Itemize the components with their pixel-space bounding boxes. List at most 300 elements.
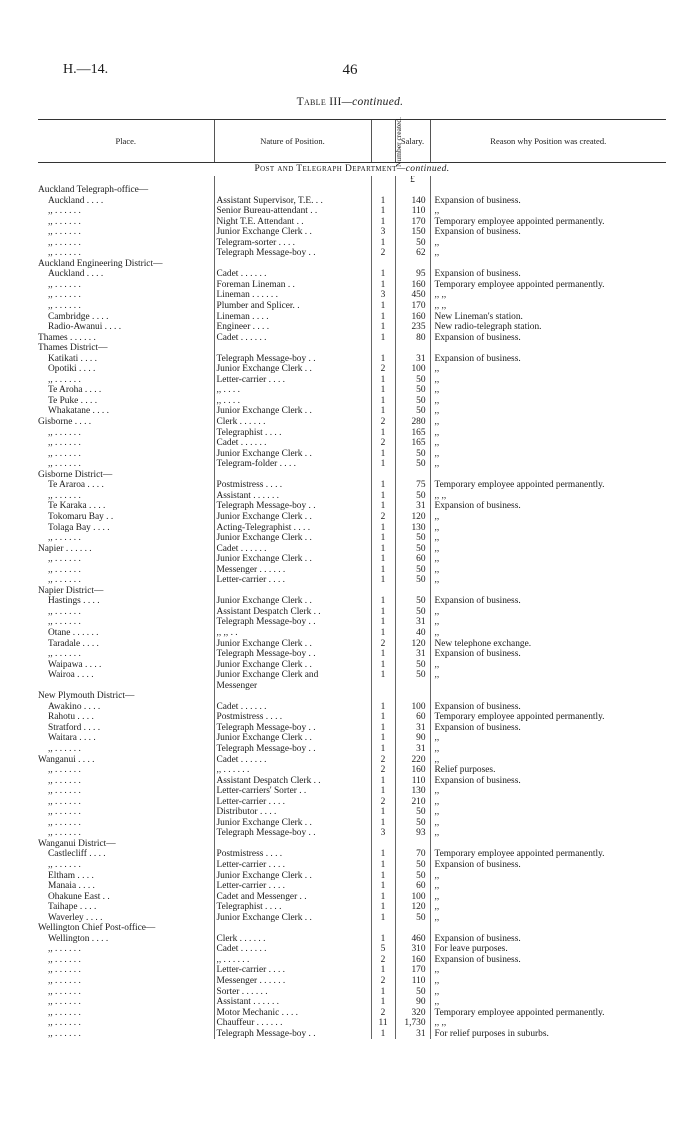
position-cell: Letter-carrier . . . . [214,797,371,808]
salary-cell [395,681,430,692]
table-row [38,818,666,829]
salary-cell [395,586,430,597]
position-cell: Letter-carrier . . . . [214,375,371,386]
place-cell: Gisborne . . . . [38,417,92,428]
position-cell: Junior Exchange Clerk . . [214,554,371,565]
place-cell: ,, . . . . . . [48,279,81,290]
place-cell: ,, . . . . . . [48,786,81,797]
position-cell: Distributor . . . . [214,807,371,818]
number-cell [371,839,395,850]
place-cell: ,, . . . . . . [48,617,81,628]
place-cell: ,, . . . . . . [48,227,81,238]
salary-cell [395,839,430,850]
reason-cell: Expansion of business. [430,649,666,660]
table-title-suffix: —continued. [341,96,404,108]
place-cell: ,, . . . . . . [48,427,81,438]
reason-cell: New radio-telegraph station. [430,322,666,333]
position-cell: ,, . . . . . . [214,955,371,966]
salary-cell: 160 [395,765,430,776]
reason-cell: New telephone exchange. [430,639,666,650]
table-row [38,385,666,396]
reason-cell [430,586,666,597]
position-cell: Postmistress . . . . [214,712,371,723]
reason-cell: ,, [430,913,666,924]
number-cell: 1 [371,406,395,417]
number-cell [371,691,395,702]
salary-cell [395,691,430,702]
table-header [38,117,666,167]
place-cell: Rahotu . . . . [48,712,94,723]
position-cell: Clerk . . . . . . [214,417,371,428]
place-cell: Tolaga Bay . . . . [48,522,110,533]
salary-cell: 31 [395,617,430,628]
salary-cell: 50 [395,660,430,671]
number-cell: 1 [371,544,395,555]
reason-cell: Temporary employee appointed permanently. [430,480,666,491]
place-cell: Eltham . . . . [48,870,94,881]
reason-cell: Expansion of business. [430,269,666,280]
number-cell: 1 [371,617,395,628]
table-row [38,965,666,976]
number-cell: 1 [371,575,395,586]
salary-cell: 1,730 [395,1018,430,1029]
place-cell: Taihape . . . . [48,902,97,913]
number-cell: 1 [371,280,395,291]
salary-cell: 95 [395,269,430,280]
reason-cell: ,, [430,238,666,249]
place-cell: Wanganui District— [38,838,116,849]
table-row [38,312,666,323]
position-cell [214,691,371,702]
position-cell: Junior Exchange Clerk . . [214,596,371,607]
position-cell: Telegraph Message-boy . . [214,649,371,660]
column-header-place: Place. [38,120,214,163]
position-cell: Lineman . . . . [214,312,371,323]
salary-cell: 93 [395,828,430,839]
number-cell: 1 [371,396,395,407]
table-row [38,733,666,744]
number-cell: 2 [371,755,395,766]
table-row [38,196,666,207]
table-row [38,480,666,491]
column-header-number-label: Number created. [393,117,403,167]
table-row [38,575,666,586]
number-cell: 1 [371,375,395,386]
place-cell: ,, . . . . . . [48,954,81,965]
place-cell: ,, . . . . . . [48,216,81,227]
position-cell: Junior Exchange Clerk . . [214,406,371,417]
number-cell: 2 [371,248,395,259]
reason-cell: For relief purposes in suburbs. [430,1029,666,1040]
number-cell: 1 [371,354,395,365]
position-cell: ,, ,, . . [214,628,371,639]
number-cell: 2 [371,765,395,776]
place-cell: ,, . . . . . . [48,459,81,470]
place-cell: Wellington . . . . [48,933,109,944]
table-row [38,691,666,702]
place-cell: New Plymouth District— [38,691,135,702]
place-cell: ,, . . . . . . [48,533,81,544]
salary-cell: 31 [395,501,430,512]
position-cell: Junior Exchange Clerk . . [214,227,371,238]
place-cell: Castlecliff . . . . [48,849,106,860]
salary-cell: 120 [395,902,430,913]
position-cell [214,839,371,850]
place-cell: ,, . . . . . . [48,490,81,501]
reason-cell: ,, [430,828,666,839]
place-cell: Tokomaru Bay . . [48,511,114,522]
table-row [38,554,666,565]
place-cell: Ohakune East . . [48,891,110,902]
salary-cell: 165 [395,428,430,439]
column-header-number [371,117,403,167]
position-cell: Senior Bureau-attendant . . [214,206,371,217]
position-cell: Junior Exchange Clerk . . [214,913,371,924]
place-cell: ,, . . . . . . [48,1007,81,1018]
salary-cell: 50 [395,238,430,249]
table-row [38,501,666,512]
reason-cell: ,, [430,744,666,755]
place-cell: Wanganui . . . . [38,754,95,765]
place-cell: ,, . . . . . . [48,807,81,818]
table-row [38,807,666,818]
position-cell [214,259,371,270]
table-row [38,712,666,723]
place-cell: ,, . . . . . . [48,575,81,586]
table-row [38,934,666,945]
salary-cell [395,259,430,270]
place-cell: ,, . . . . . . [48,986,81,997]
place-cell: ,, . . . . . . [48,237,81,248]
number-cell: 1 [371,807,395,818]
table-row [38,375,666,386]
place-cell: Waitara . . . . [48,733,96,744]
salary-cell: 160 [395,312,430,323]
table-row [38,280,666,291]
place-cell: Radio-Awanui . . . . [48,322,122,333]
number-cell: 1 [371,1029,395,1040]
position-cell: Junior Exchange Clerk . . [214,733,371,744]
reason-cell: Expansion of business. [430,501,666,512]
table-row [38,923,666,934]
number-cell: 1 [371,733,395,744]
position-cell: Foreman Lineman . . [214,280,371,291]
number-cell [371,470,395,481]
place-cell: Waverley . . . . [48,912,103,923]
place-cell [38,681,214,692]
place-cell: ,, . . . . . . [48,828,81,839]
salary-cell: 100 [395,892,430,903]
salary-cell: 50 [395,871,430,882]
report-reference: H.—14. [63,62,109,77]
salary-cell: 50 [395,860,430,871]
place-cell: Auckland Engineering District— [38,258,163,269]
number-cell: 1 [371,849,395,860]
reason-cell: ,, [430,385,666,396]
salary-cell: 31 [395,354,430,365]
number-cell: 1 [371,269,395,280]
place-cell: Wellington Chief Post-office— [38,923,156,934]
reason-cell: ,, [430,976,666,987]
reason-cell: For leave purposes. [430,944,666,955]
table-row [38,438,666,449]
salary-cell: 50 [395,913,430,924]
reason-cell: ,, [430,617,666,628]
place-cell: ,, . . . . . . [48,743,81,754]
number-cell: 1 [371,881,395,892]
salary-cell: 62 [395,248,430,259]
reason-cell: ,, [430,997,666,1008]
position-cell: Assistant . . . . . . [214,491,371,502]
place-cell: Wairoa . . . . [48,670,94,681]
reason-cell: ,, [430,881,666,892]
salary-cell [395,343,430,354]
position-cell: Letter-carrier . . . . [214,860,371,871]
salary-cell: 110 [395,976,430,987]
place-cell: Te Aroha . . . . [48,385,102,396]
reason-cell: Expansion of business. [430,333,666,344]
reason-cell: New Lineman's station. [430,312,666,323]
table-row [38,354,666,365]
salary-cell [395,923,430,934]
position-cell: Cadet . . . . . . [214,544,371,555]
page-header [0,62,700,82]
position-cell: Cadet . . . . . . [214,438,371,449]
salary-cell: 170 [395,217,430,228]
table-row [38,248,666,259]
number-cell: 2 [371,364,395,375]
table-row [38,744,666,755]
place-cell: Stratford . . . . [48,722,101,733]
table-row [38,523,666,534]
number-cell: 1 [371,892,395,903]
salary-cell: 140 [395,196,430,207]
reason-cell: ,, [430,533,666,544]
place-cell: ,, . . . . . . [48,248,81,259]
section-suffix: —continued. [396,164,450,174]
table-row [38,333,666,344]
place-cell: ,, . . . . . . [48,564,81,575]
salary-cell: 31 [395,649,430,660]
position-cell: Letter-carrier . . . . [214,881,371,892]
table-row [38,902,666,913]
number-cell: 3 [371,227,395,238]
place-cell: Waipawa . . . . [48,659,102,670]
place-cell: Napier District— [38,585,104,596]
salary-cell: 40 [395,628,430,639]
position-cell: Messenger . . . . . . [214,565,371,576]
salary-cell: 150 [395,227,430,238]
position-cell [214,185,371,196]
table-row [38,449,666,460]
position-cell: Junior Exchange Clerk . . [214,660,371,671]
number-cell: 1 [371,533,395,544]
table-row [38,828,666,839]
number-cell: 1 [371,322,395,333]
reason-cell: ,, [430,902,666,913]
number-cell: 1 [371,206,395,217]
position-cell [214,923,371,934]
table-row [38,797,666,808]
salary-cell: 170 [395,965,430,976]
reason-cell: Temporary employee appointed permanently. [430,1008,666,1019]
reason-cell: Expansion of business. [430,702,666,713]
place-cell: Te Puke . . . . [48,395,98,406]
table-row [38,301,666,312]
table-row [38,639,666,650]
salary-cell: 50 [395,987,430,998]
table-row [38,681,666,692]
position-cell: Postmistress . . . . [214,480,371,491]
number-cell: 1 [371,934,395,945]
place-cell: Manaia . . . . [48,881,95,892]
number-cell: 2 [371,417,395,428]
salary-cell: 110 [395,776,430,787]
column-header-salary: Salary. [395,120,430,163]
table-row [38,1029,666,1040]
reason-cell: ,, [430,375,666,386]
reason-cell: Temporary employee appointed permanently. [430,849,666,860]
number-cell: 1 [371,449,395,460]
reason-cell: ,, [430,797,666,808]
table-row [38,860,666,871]
table-body [38,163,666,1040]
position-cell: Clerk . . . . . . [214,934,371,945]
salary-cell: 50 [395,575,430,586]
number-cell: 1 [371,723,395,734]
position-cell: Junior Exchange Clerk . . [214,512,371,523]
place-cell: Cambridge . . . . [48,311,109,322]
table-row [38,723,666,734]
reason-cell: ,, [430,892,666,903]
number-cell: 1 [371,565,395,576]
salary-cell: 50 [395,544,430,555]
salary-cell: 100 [395,364,430,375]
salary-cell: 50 [395,670,430,681]
reason-cell: Relief purposes. [430,765,666,776]
salary-cell: 60 [395,881,430,892]
place-cell: Taradale . . . . [48,638,99,649]
reason-cell: ,, [430,807,666,818]
place-cell: Auckland . . . . [48,195,104,206]
salary-cell: 80 [395,333,430,344]
salary-cell: 160 [395,280,430,291]
table-row [38,217,666,228]
table-row [38,913,666,924]
table-row [38,512,666,523]
place-cell: Katikati . . . . [48,353,97,364]
table-row [38,206,666,217]
place-cell: Gisborne District— [38,469,113,480]
table-row [38,417,666,428]
number-cell: 2 [371,955,395,966]
reason-cell: ,, [430,987,666,998]
reason-cell: ,, [430,459,666,470]
reason-cell [430,343,666,354]
number-cell: 1 [371,554,395,565]
position-cell: Junior Exchange Clerk . . [214,533,371,544]
reason-cell: ,, [430,396,666,407]
table-row [38,343,666,354]
section-heading [38,163,666,177]
position-cell: Telegraph Message-boy . . [214,248,371,259]
reason-cell [430,839,666,850]
table-row [38,406,666,417]
place-cell: ,, . . . . . . [48,817,81,828]
position-cell: Junior Exchange Clerk and [214,670,371,681]
position-cell: Letter-carrier . . . . [214,965,371,976]
table-row [38,565,666,576]
place-cell: ,, . . . . . . [48,606,81,617]
number-cell [371,259,395,270]
salary-cell: 50 [395,449,430,460]
table-row [38,1018,666,1029]
number-cell: 1 [371,459,395,470]
number-cell: 1 [371,649,395,660]
place-cell: Awakino . . . . [48,701,101,712]
place-cell: ,, . . . . . . [48,1018,81,1029]
place-cell: ,, . . . . . . [48,301,81,312]
position-cell: Letter-carriers' Sorter . . [214,786,371,797]
positions-table [38,119,666,1039]
place-cell: ,, . . . . . . [48,206,81,217]
number-cell: 1 [371,670,395,681]
position-cell: ,, . . . . [214,396,371,407]
table-row [38,944,666,955]
reason-cell: Expansion of business. [430,723,666,734]
reason-cell: ,, [430,438,666,449]
place-cell: Auckland Telegraph-office— [38,185,149,195]
number-cell: 1 [371,660,395,671]
position-cell: ,, . . . . . . [214,765,371,776]
table-title-main: Table III [296,96,342,108]
reason-cell: ,, [430,628,666,639]
section-heading-row [38,163,666,177]
position-cell: Assistant Despatch Clerk . . [214,776,371,787]
reason-cell: ,, [430,523,666,534]
position-cell: Telegraph Message-boy . . [214,501,371,512]
currency-symbol: £ [395,176,430,185]
reason-cell: ,, [430,786,666,797]
reason-cell: Expansion of business. [430,776,666,787]
number-cell: 2 [371,639,395,650]
position-cell: Junior Exchange Clerk . . [214,818,371,829]
table-row [38,839,666,850]
salary-cell: 50 [395,565,430,576]
table-row [38,755,666,766]
place-cell: ,, . . . . . . [48,765,81,776]
salary-cell: 75 [395,480,430,491]
salary-cell: 50 [395,596,430,607]
reason-cell: Expansion of business. [430,955,666,966]
salary-cell: 120 [395,639,430,650]
salary-cell: 310 [395,944,430,955]
table-row [38,892,666,903]
table-row [38,881,666,892]
reason-cell: ,, [430,206,666,217]
section-name: Post and Telegraph Department [254,164,397,174]
place-cell: Hastings . . . . [48,596,100,607]
number-cell: 1 [371,333,395,344]
place-cell: Te Karaka . . . . [48,501,106,512]
reason-cell: ,, [430,544,666,555]
position-cell: Junior Exchange Clerk . . [214,639,371,650]
number-cell: 1 [371,491,395,502]
table-row [38,396,666,407]
reason-cell [430,681,666,692]
salary-cell: 50 [395,818,430,829]
position-cell: Plumber and Splicer. . [214,301,371,312]
